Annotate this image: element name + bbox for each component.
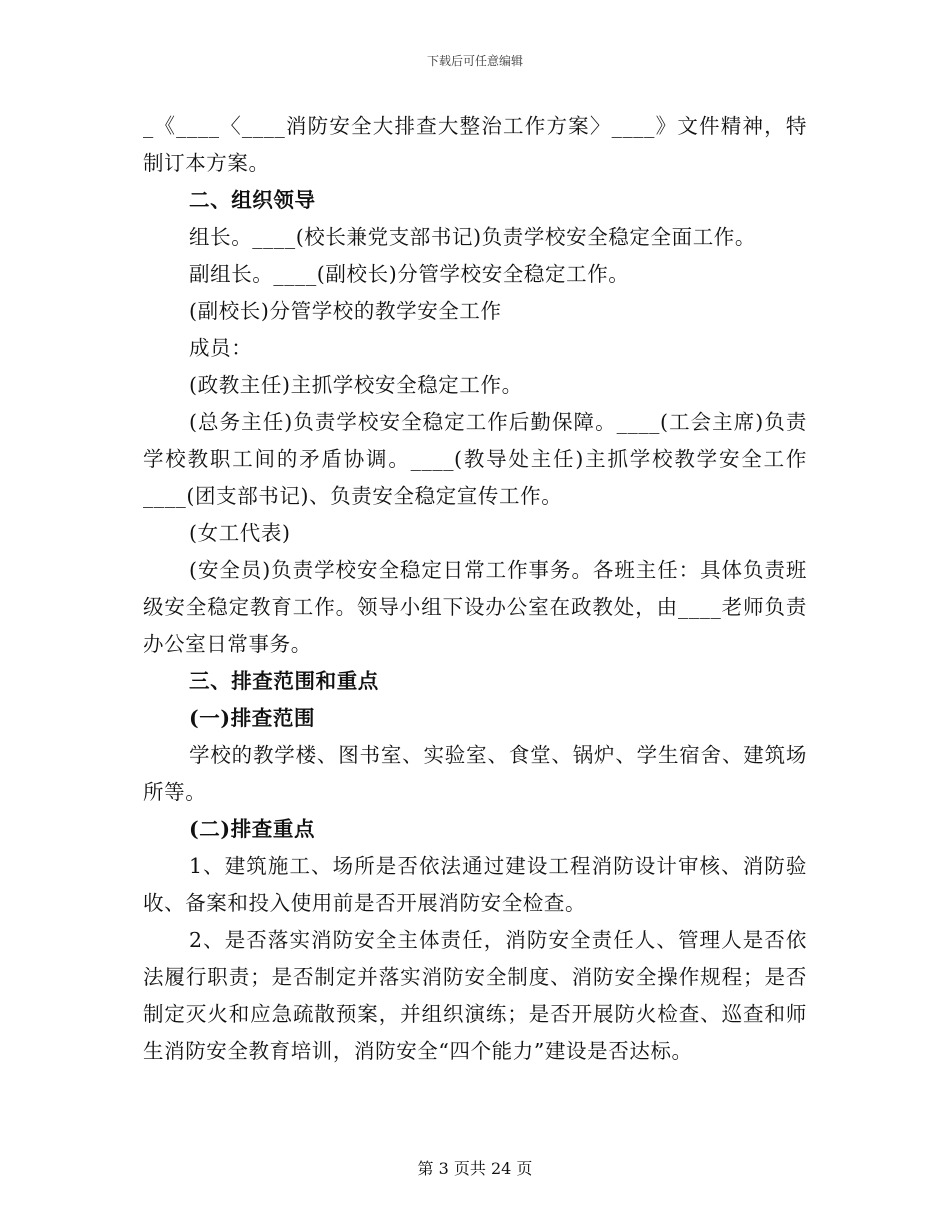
paragraph-focus-1: 1、建筑施工、场所是否依法通过建设工程消防设计审核、消防验收、备案和投入使用前是否开展消防安全检查。 — [143, 854, 807, 915]
subheading-scope: (一)排查范围 — [189, 706, 316, 730]
paragraph-leader: 组长。____(校长兼党支部书记)负责学校安全稳定全面工作。 — [189, 225, 756, 249]
paragraph-focus-2: 2、是否落实消防安全主体责任，消防安全责任人、管理人是否依法履行职责；是否制定并落实消防安全制度、消防安全操作规程；是否制定灭火和应急疏散预案，并组织演练；是否开展防火检查、巡查和师生消防安全教育培训，消防安全“四个能力”建设是否达标。 — [143, 928, 807, 1063]
paragraph-scope: 学校的教学楼、图书室、实验室、食堂、锅炉、学生宿舍、建筑场所等。 — [143, 743, 807, 804]
page-header: 下载后可任意编辑 — [426, 54, 523, 68]
document-body — [143, 108, 807, 1070]
paragraph-general-affairs: (总务主任)负责学校安全稳定工作后勤保障。____(工会主席)负责学校教职工间的矛盾协调。____(教导处主任)主抓学校教学安全工作____(团支部书记)、负责安全稳定宣传工作。 — [143, 410, 807, 508]
paragraph-political-director: (政教主任)主抓学校安全稳定工作。 — [189, 373, 523, 397]
heading-organization: 二、组织领导 — [189, 188, 316, 212]
paragraph-intro-cont: _《____〈____消防安全大排查大整治工作方案〉____》文件精神，特制订本方案。 — [143, 114, 807, 175]
subheading-focus: (二)排查重点 — [189, 817, 316, 841]
heading-scope-focus: 三、排查范围和重点 — [189, 669, 379, 693]
paragraph-members-label: 成员： — [189, 336, 253, 360]
paragraph-vice-principal: (副校长)分管学校的教学安全工作 — [189, 299, 502, 323]
paragraph-women-rep: (女工代表) — [189, 521, 291, 545]
paragraph-safety-officer: (安全员)负责学校安全稳定日常工作事务。各班主任：具体负责班级安全稳定教育工作。领导小组下设办公室在政教处，由____老师负责办公室日常事务。 — [143, 558, 807, 656]
paragraph-deputy-leader: 副组长。____(副校长)分管学校安全稳定工作。 — [189, 262, 630, 286]
page-number: 第 3 页共 24 页 — [417, 1159, 533, 1178]
